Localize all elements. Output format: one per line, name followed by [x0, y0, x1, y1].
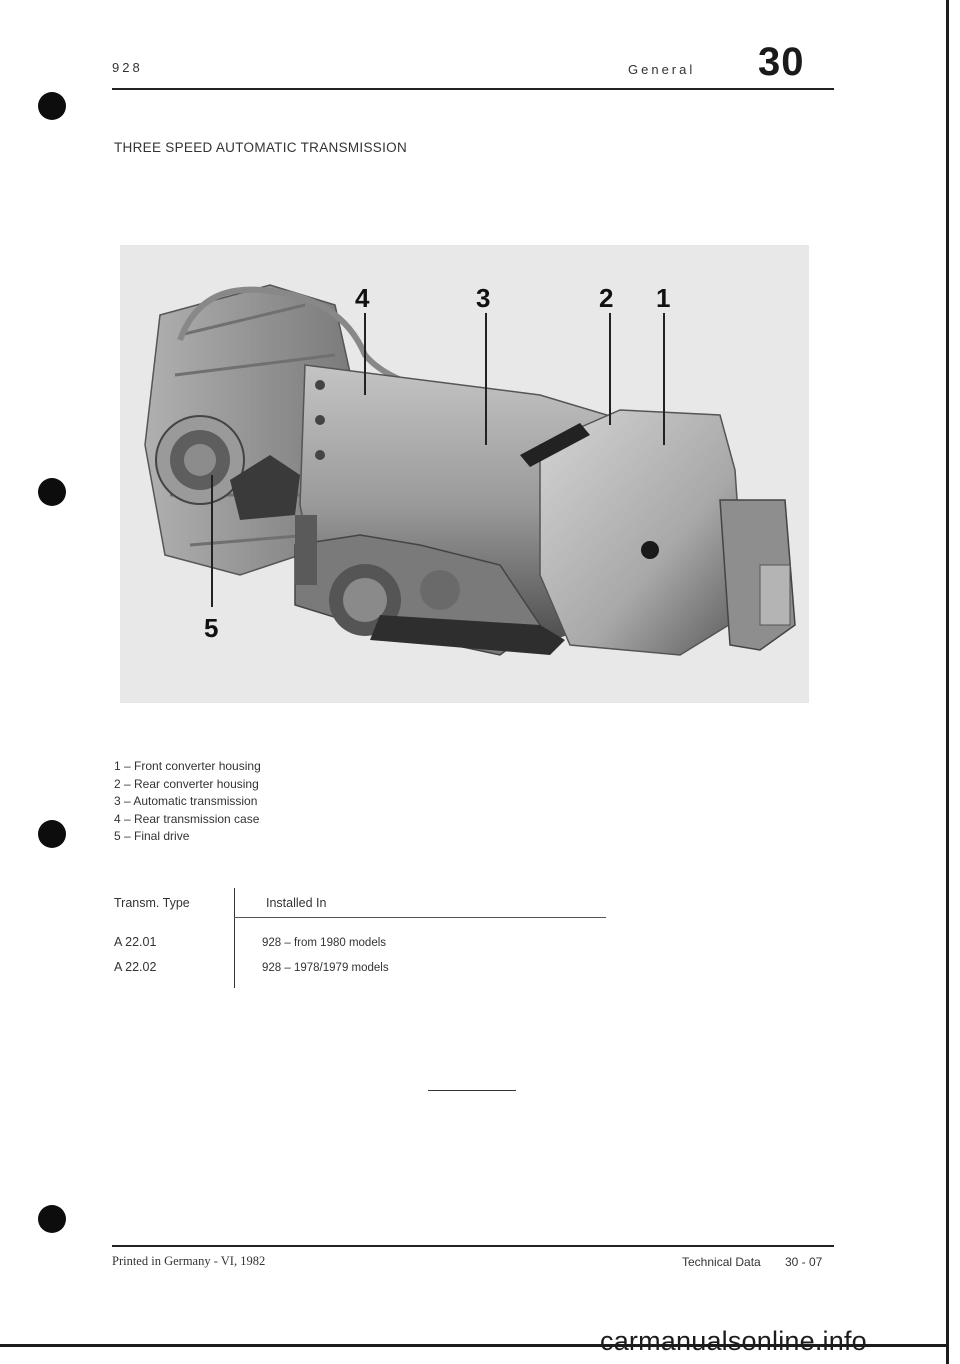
binder-hole: [38, 1205, 66, 1233]
legend-item: 1 – Front converter housing: [114, 759, 261, 773]
table-divider-vertical: [234, 888, 235, 988]
footer-printed: Printed in Germany - VI, 1982: [112, 1254, 266, 1268]
binder-hole: [38, 478, 66, 506]
legend-item: 5 – Final drive: [114, 829, 190, 843]
callout-1: 1: [656, 283, 671, 313]
table-divider-horizontal: [234, 917, 606, 918]
callout-2: 2: [599, 283, 614, 313]
legend-item: 4 – Rear transmission case: [114, 811, 260, 826]
header-group-number: 30: [758, 40, 805, 84]
callout-4: 4: [355, 283, 370, 313]
table-header-type: Transm. Type: [114, 896, 190, 910]
header-model: 928: [112, 60, 143, 75]
header-rule: [112, 88, 834, 90]
footer-page-number: 30 - 07: [785, 1255, 823, 1269]
table-cell-installed: 928 – from 1980 models: [262, 937, 387, 949]
footer-section-name: Technical Data: [682, 1255, 761, 1269]
header-section: General: [628, 62, 696, 77]
legend-list: [114, 758, 261, 846]
binder-hole: [38, 92, 66, 120]
page-edge-right: [946, 0, 949, 1364]
transmission-illustration: [120, 245, 809, 703]
table-cell-type: A 22.01: [114, 935, 157, 949]
footer-rule: [112, 1245, 834, 1247]
page-title: THREE SPEED AUTOMATIC TRANSMISSION: [114, 140, 407, 155]
legend-item: 3 – Automatic transmission: [114, 794, 258, 808]
table-cell-type: A 22.02: [114, 960, 157, 974]
callout-5: 5: [204, 613, 219, 643]
table-cell-installed: 928 – 1978/1979 models: [262, 962, 389, 974]
table-header-installed: Installed In: [266, 896, 327, 910]
transmission-photo: [120, 245, 809, 703]
callout-3: 3: [476, 283, 491, 313]
watermark: carmanualsonline.info: [600, 1326, 867, 1356]
binder-hole: [38, 820, 66, 848]
end-rule: [428, 1090, 516, 1091]
legend-item: 2 – Rear converter housing: [114, 776, 259, 791]
